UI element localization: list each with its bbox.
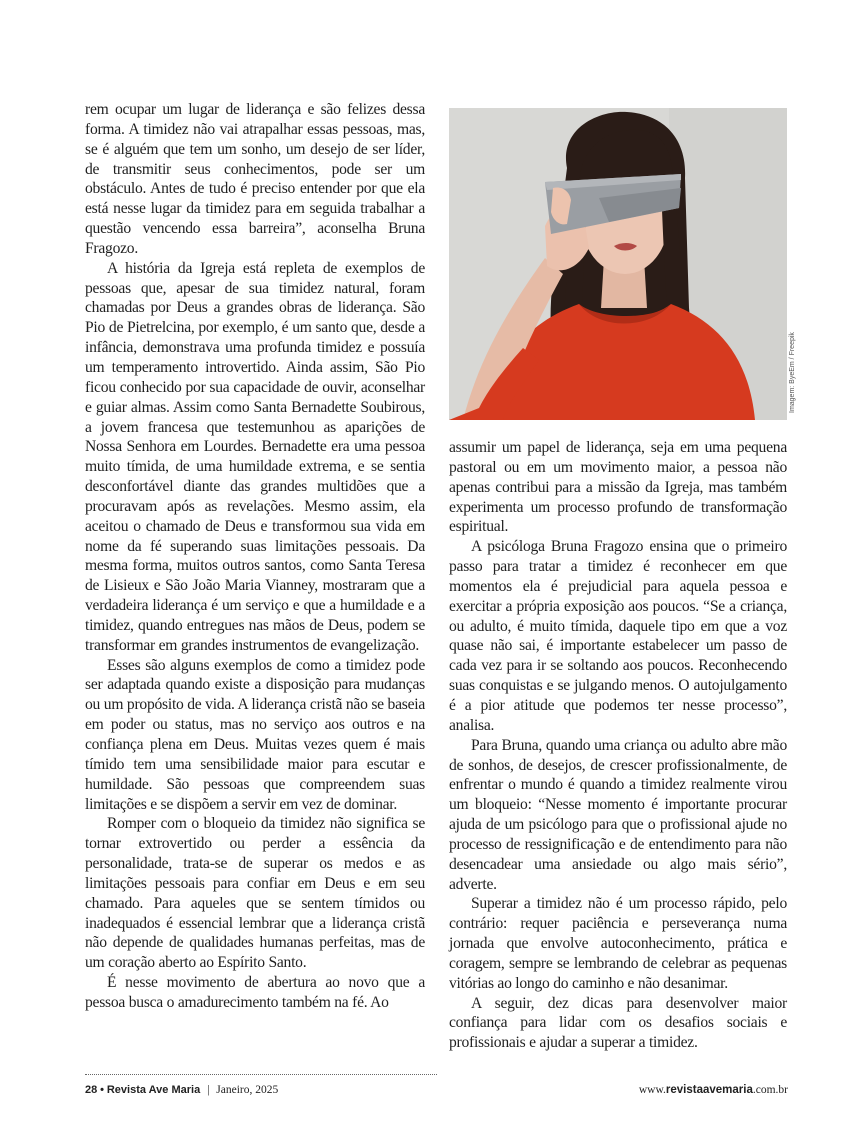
website-link[interactable] bbox=[639, 1084, 788, 1096]
paragraph: assumir um papel de liderança, seja em uma pequena pastoral ou em um movimento maior, a pessoa não apenas contribui para a missão da Igreja, mas também experimenta um processo profundo de transformação espiritual. bbox=[449, 439, 787, 536]
paragraph: É nesse movimento de abertura ao novo que a pessoa busca o amadurecimento também na fé. Ao bbox=[85, 974, 425, 1011]
url-prefix: www. bbox=[638, 1084, 666, 1096]
article-photo bbox=[449, 108, 787, 420]
page-number: 28 bbox=[85, 1084, 98, 1096]
paragraph: A psicóloga Bruna Fragozo ensina que o primeiro passo para tratar a timidez é reconhecer em que momentos ela é prejudicial para aquela pessoa e exercitar a própria exposição aos poucos. “Se a criança, ou adulto, é muito tímida, daquele tipo em que a voz quase não sai, é importante estabelecer um passo de cada vez para ir se soltando aos poucos. Reconhecendo suas conquistas e se julgando menos. O autojulgamento é a pior atitude que podemos ter nesse processo”, analisa. bbox=[449, 538, 787, 734]
photo-credit: Imagem: ByeEm / Freepik bbox=[789, 332, 796, 413]
magazine-name: Revista Ave Maria bbox=[106, 1084, 201, 1096]
paragraph: A história da Igreja está repleta de exemplos de pessoas que, apesar de sua timidez natural, foram chamadas por Deus a grandes obras de liderança. São Pio de Pietrelcina, por exemplo, é um santo que, desde a infância, demonstrava uma profunda timidez e possuía um temperamento introvertido. Ainda assim, São Pio ficou conhecido por sua capacidade de ouvir, aconselhar e guiar almas. Assim como Santa Bernadette Soubirous, a jovem francesa que testemunhou as aparições de Nossa Senhora em Lourdes. Bernadette era uma pessoa muito tímida, de uma humildade extrema, e se sentia desconfortável diante das grandes multidões que a procuravam após as revelações. Mesmo assim, ela aceitou o chamado de Deus e transformou sua vida em nome da fé superando suas limitações pessoais. Da mesma forma, muitos outros santos, como Santa Teresa de Lisieux e São João Maria Vianney, mostraram que a verdadeira liderança é um serviço e que a humildade e a timidez, quando entregues nas mãos de Deus, podem se transformar em grandes instrumentos de evangelização. bbox=[85, 259, 425, 654]
article-left-column bbox=[85, 100, 425, 1013]
url-brand: revistaavemaria bbox=[665, 1084, 753, 1096]
paragraph: A seguir, dez dicas para desenvolver maior confiança para lidar com os desafios sociais e profissionais e ajudar a superar a timidez. bbox=[449, 994, 787, 1052]
footer-divider bbox=[85, 1074, 437, 1075]
paragraph: Superar a timidez não é um processo rápido, pelo contrário: requer paciência e perseverança numa jornada que envolve autoconhecimento, prática e coragem, sempre se lembrando de celebrar as pequenas vitórias ao longo do caminho e não desanimar. bbox=[449, 895, 787, 992]
bullet: • bbox=[100, 1084, 104, 1096]
paragraph: rem ocupar um lugar de liderança e são felizes dessa forma. A timidez não vai atrapalhar essas pessoas, mas, se é alguém que tem um sonho, um desejo de ser líder, de transmitir seus conhecimentos, pode ser um obstáculo. Antes de tudo é preciso entender por que ela está nesse lugar da timidez para em seguida trabalhar a questão vencendo essa barreira”, aconselha Bruna Fragozo. bbox=[85, 101, 425, 257]
paragraph: Para Bruna, quando uma criança ou adulto abre mão de sonhos, de desejos, de crescer profissionalmente, de enfrentar o mundo é quando a timidez realmente virou um bloqueio: “Nesse momento é importante procurar ajuda de um psicólogo para que o profissional ajude no processo de ressignificação e de entendimento para não desencadear uma ansiedade ou algo mais sério”, adverte. bbox=[449, 736, 787, 893]
separator: | bbox=[207, 1084, 210, 1096]
paragraph: Romper com o bloqueio da timidez não significa se tornar extrovertido ou perder a essência da personalidade, trata-se de superar os medos e as limitações pessoais para confiar em Deus e em seu chamado. Para aqueles que se sentem tímidos ou inadequados é essencial lembrar que a liderança cristã não depende de qualidades humanas perfeitas, mas de um coração aberto ao Espírito Santo. bbox=[85, 815, 425, 972]
footer-folio bbox=[85, 1084, 278, 1096]
article-right-column bbox=[449, 438, 787, 1053]
url-suffix: .com.br bbox=[752, 1084, 788, 1096]
paragraph: Esses são alguns exemplos de como a timidez pode ser adaptada quando existe a disposição para mudanças ou um propósito de vida. A liderança cristã não se baseia em poder ou status, mas no serviço aos outros e na confiança plena em Deus. Muitas vezes quem é mais tímido tem uma sensibilidade maior para escutar e humildade. São pessoas que compreendem suas limitações e se dispõem a servir em vez de dominar. bbox=[85, 656, 425, 813]
woman-covering-eyes-illustration bbox=[449, 108, 787, 420]
issue-date: Janeiro, 2025 bbox=[216, 1084, 279, 1096]
